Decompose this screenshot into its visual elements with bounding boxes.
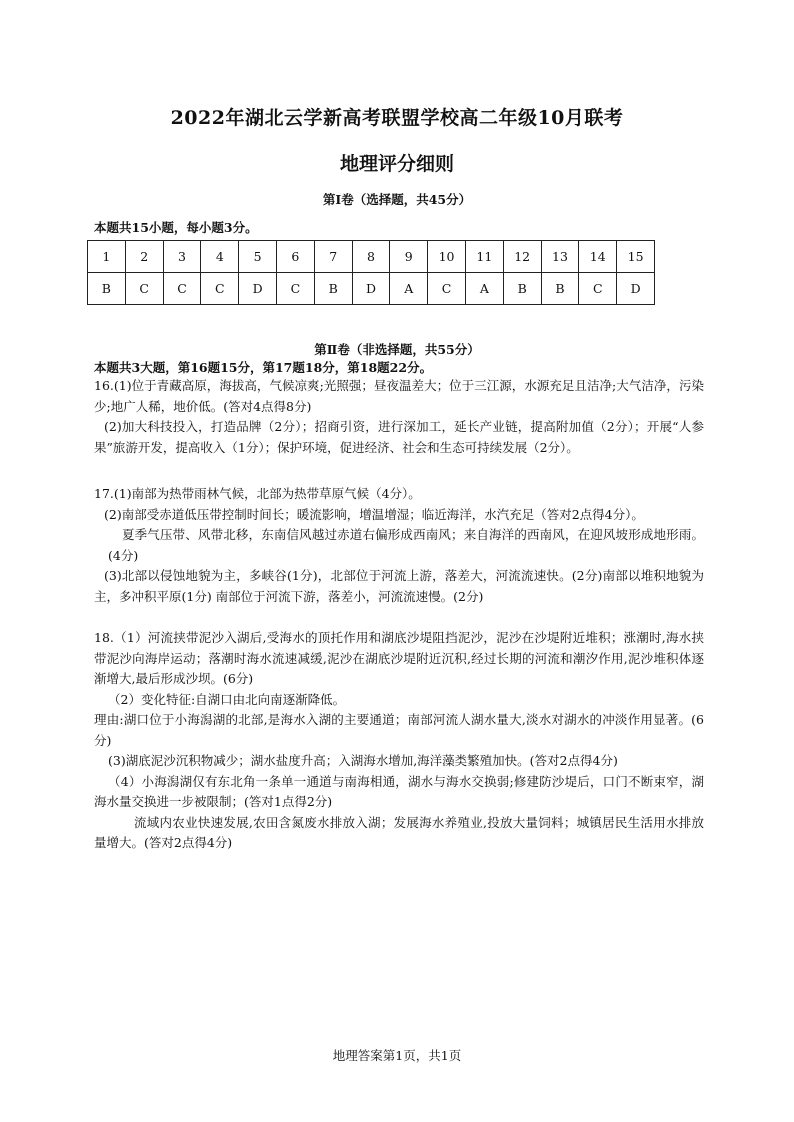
question-number: 1 — [88, 241, 126, 273]
answer-cell: B — [88, 273, 126, 305]
q18-part2-reason: 理由:湖口位于小海潟湖的北部,是海水入湖的主要通道；南部河流人湖水量大,淡水对湖水的冲淡作用显著。(6分) — [94, 712, 704, 748]
part1-note: 本题共15小题，每小题3分。 — [94, 220, 258, 235]
question-number: 10 — [428, 241, 466, 273]
q16-part2: (2)加大科技投入，打造品牌（2分）；招商引资，进行深加工，延长产业链，提高附加值（2分）；开展“人参果”旅游开发，提高收入（1分）；保护环境，促进经济、社会和生态可持续发展（2分）。 — [94, 419, 704, 455]
question-number: 2 — [125, 241, 163, 273]
question-number: 6 — [276, 241, 314, 273]
part2-heading: 第Ⅱ卷（非选择题，共55分） — [314, 342, 480, 357]
question-number: 8 — [352, 241, 390, 273]
question-number: 3 — [163, 241, 201, 273]
q17-part3: (3)北部以侵蚀地貌为主，多峡谷(1分)，北部位于河流上游，落差大，河流流速快。(2分)南部以堆积地貌为主，多冲积平原(1分) 南部位于河流下游，落差小，河流流速慢。(2分) — [94, 568, 704, 604]
q18-part1: 18.（1）河流挟带泥沙入湖后,受海水的顶托作用和湖底沙堤阻挡泥沙，泥沙在沙堤附近堆积；涨潮时,海水挟带泥沙向海岸运动；落潮时海水流速减缓,泥沙在湖底沙堤附近沉积,经过长期的河流和潮汐作用,泥沙堆积体逐渐增大,最后形成沙坝。(6分) — [94, 630, 704, 686]
answer-cell: C — [201, 273, 239, 305]
page-subtitle: 地理评分细则 — [339, 153, 454, 175]
question-number: 4 — [201, 241, 239, 273]
q17-part2: (2)南部受赤道低压带控制时间长；暖流影响，增温增湿；临近海洋，水汽充足（答对2点得4分）。 — [104, 506, 644, 522]
question-number-row — [88, 241, 655, 273]
part2-note: 本题共3大题，第16题15分，第17题18分，第18题22分。 — [94, 360, 433, 375]
answer-cell: D — [352, 273, 390, 305]
q16-part1: 16.(1)位于青藏高原，海拔高，气候凉爽;光照强；昼夜温差大；位于三江源，水源充足且洁净;大气洁净，污染少;地广人稀，地价低。(答对4点得8分) — [94, 378, 704, 414]
q17-part2-cont: 夏季气压带、风带北移，东南信风越过赤道右偏形成西南风；来自海洋的西南风，在迎风坡形成地形雨。(4分) — [108, 527, 704, 563]
answer-cell: C — [579, 273, 617, 305]
answer-cell: C — [163, 273, 201, 305]
answer-cell: A — [390, 273, 428, 305]
answer-cell: D — [239, 273, 277, 305]
q18-part3: (3)湖底泥沙沉积物减少；湖水盐度升高；入湖海水增加,海洋藻类繁殖加快。(答对2点得4分) — [108, 753, 618, 768]
answer-cell: B — [503, 273, 541, 305]
q17-part1: 17.(1)南部为热带雨林气候，北部为热带草原气候（4分）。 — [94, 486, 421, 501]
question-16-answer — [94, 376, 704, 458]
question-number: 9 — [390, 241, 428, 273]
question-18-answer — [94, 628, 704, 854]
answer-cell: B — [541, 273, 579, 305]
page-footer: 地理答案第1页，共1页 — [332, 1048, 462, 1063]
answer-cell: A — [465, 273, 503, 305]
question-number: 11 — [465, 241, 503, 273]
question-number: 7 — [314, 241, 352, 273]
question-number: 14 — [579, 241, 617, 273]
answer-cell: D — [617, 273, 655, 305]
answer-cell: C — [276, 273, 314, 305]
q18-part2: （2）变化特征:自湖口由北向南逐渐降低。 — [108, 691, 346, 707]
page-title: 2022年湖北云学新高考联盟学校高二年级10月联考 — [170, 107, 624, 129]
question-number: 13 — [541, 241, 579, 273]
q18-part4-cont: 流域内农业快速发展,农田含氮废水排放入湖；发展海水养殖业,投放大量饲料；城镇居民生活用水排放量增大。(答对2点得4分) — [94, 814, 704, 850]
question-number: 12 — [503, 241, 541, 273]
question-17-answer — [94, 484, 704, 607]
answer-cell: C — [428, 273, 466, 305]
q18-part4: （4）小海潟湖仅有东北角一条单一通道与南海相通，湖水与海水交换弱;修建防沙堤后，口门不断束窄，湖海水量交换进一步被限制；(答对1点得2分) — [94, 773, 704, 809]
answer-cell: C — [125, 273, 163, 305]
question-number: 15 — [617, 241, 655, 273]
answer-table — [87, 240, 655, 305]
part1-heading: 第Ⅰ卷（选择题，共45分） — [322, 192, 472, 207]
answer-row — [88, 273, 655, 305]
answer-cell: B — [314, 273, 352, 305]
question-number: 5 — [239, 241, 277, 273]
